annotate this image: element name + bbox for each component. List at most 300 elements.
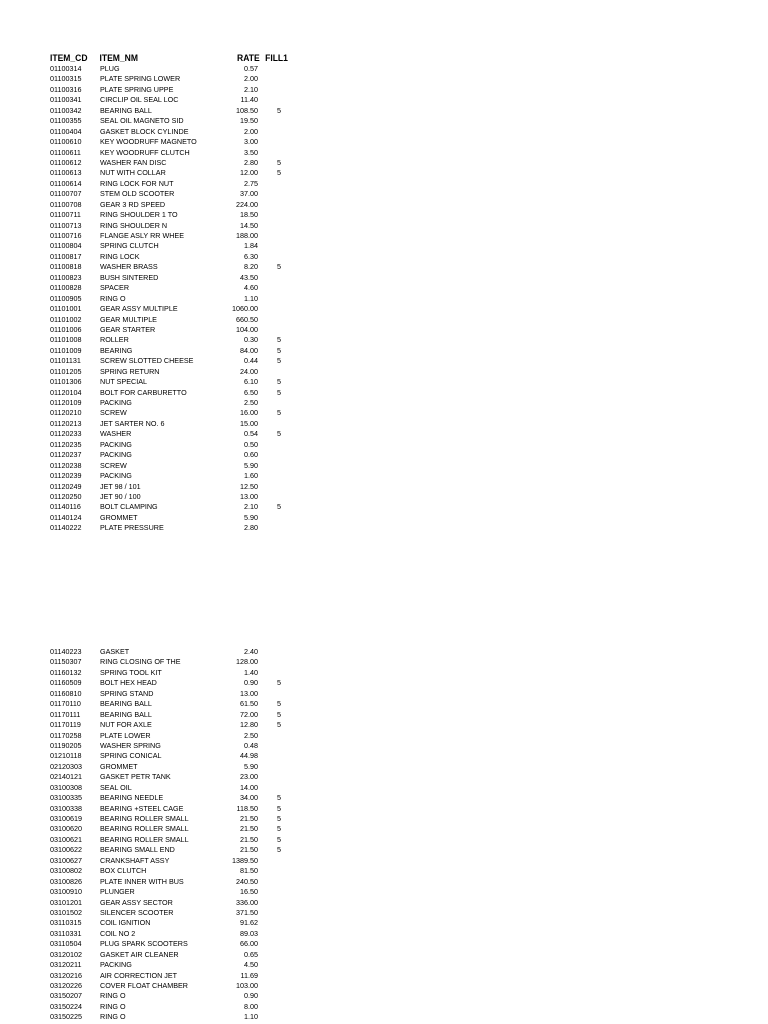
item-code-cell: 01140124 xyxy=(50,512,82,522)
rate-cell: 44.98 xyxy=(240,751,258,761)
item-code-cell: 03110315 xyxy=(50,918,82,928)
item-code-cell: 01100804 xyxy=(50,241,82,251)
fill1-cell xyxy=(258,189,288,199)
item-code-cell: 01101006 xyxy=(50,324,82,334)
item-name-cell: GEAR ASSY MULTIPLE xyxy=(100,304,178,314)
table-row xyxy=(50,657,310,667)
table-row xyxy=(50,377,310,387)
fill1-cell xyxy=(258,772,288,782)
table-header xyxy=(50,50,311,64)
item-name-cell: JET SARTER NO. 6 xyxy=(100,418,165,428)
fill1-cell xyxy=(258,887,288,897)
rate-cell: 21.50 xyxy=(240,834,258,844)
item-code-cell: 01120213 xyxy=(50,418,82,428)
rate-cell: 18.50 xyxy=(240,210,258,220)
table-row xyxy=(50,367,310,377)
fill1-cell xyxy=(258,304,288,314)
fill1-cell: 5 xyxy=(277,335,281,345)
item-name-cell: BEARING xyxy=(100,345,133,355)
rate-cell: 13.00 xyxy=(240,688,258,698)
item-name-cell: RING LOCK FOR NUT xyxy=(100,178,174,188)
table-row xyxy=(50,252,310,262)
table-row xyxy=(50,262,310,272)
item-table-block-2 xyxy=(50,647,310,1023)
rate-cell: 2.00 xyxy=(244,126,258,136)
fill1-cell xyxy=(258,210,288,220)
item-code-cell: 01100905 xyxy=(50,293,82,303)
item-name-cell: KEY WOODRUFF MAGNETO xyxy=(100,137,197,147)
item-name-cell: WASHER SPRING xyxy=(100,740,161,750)
table-row xyxy=(50,440,310,450)
item-code-cell: 01210118 xyxy=(50,751,82,761)
item-code-cell: 01170111 xyxy=(50,709,81,719)
fill1-cell xyxy=(258,856,288,866)
fill1-cell xyxy=(258,929,288,939)
fill1-cell xyxy=(258,148,288,158)
item-code-cell: 01150307 xyxy=(50,657,82,667)
item-name-cell: PLUG xyxy=(100,64,120,73)
item-code-cell: 01100612 xyxy=(50,157,82,167)
item-code-cell: 01120238 xyxy=(50,460,82,470)
item-name-cell: SILENCER SCOOTER xyxy=(100,907,174,917)
item-name-cell: BOLT CLAMPING xyxy=(100,502,158,512)
table-row xyxy=(50,950,310,960)
table-row xyxy=(50,492,310,502)
fill1-cell: 5 xyxy=(277,356,281,366)
item-code-cell: 01100342 xyxy=(50,105,82,115)
rate-cell: 240.50 xyxy=(236,876,258,886)
item-name-cell: BEARING ROLLER SMALL xyxy=(100,824,189,834)
item-code-cell: 01101205 xyxy=(50,366,82,376)
rate-cell: 12.50 xyxy=(240,481,258,491)
table-row xyxy=(50,482,310,492)
item-name-cell: SPRING CONICAL xyxy=(100,751,162,761)
item-code-cell: 03100335 xyxy=(50,793,82,803)
item-name-cell: WASHER FAN DISC xyxy=(100,157,167,167)
item-code-cell: 01100828 xyxy=(50,283,82,293)
rate-cell: 1.60 xyxy=(244,471,258,481)
header-item-cd: ITEM_CD xyxy=(50,53,88,64)
item-code-cell: 03100621 xyxy=(50,834,82,844)
item-code-cell: 01101009 xyxy=(50,345,82,355)
item-code-cell: 01100707 xyxy=(50,189,82,199)
fill1-cell xyxy=(258,137,288,147)
rate-cell: 0.54 xyxy=(244,429,258,439)
item-name-cell: PACKING xyxy=(100,439,132,449)
table-row xyxy=(50,971,310,981)
table-row xyxy=(50,845,310,855)
fill1-cell xyxy=(258,325,288,335)
item-code-cell: 01101002 xyxy=(50,314,82,324)
item-code-cell: 01100711 xyxy=(50,210,81,220)
table-row xyxy=(50,106,310,116)
rate-cell: 61.50 xyxy=(240,699,258,709)
table-row xyxy=(50,179,310,189)
item-code-cell: 01190205 xyxy=(50,740,82,750)
item-name-cell: CRANKSHAFT ASSY xyxy=(100,855,170,865)
item-name-cell: SEAL OIL xyxy=(100,782,132,792)
table-row xyxy=(50,388,310,398)
fill1-cell: 5 xyxy=(277,502,281,512)
table-row xyxy=(50,678,310,688)
rate-cell: 0.44 xyxy=(244,356,258,366)
rate-cell: 0.65 xyxy=(244,949,258,959)
rate-cell: 43.50 xyxy=(240,272,258,282)
item-code-cell: 01100613 xyxy=(50,168,82,178)
rate-cell: 21.50 xyxy=(240,845,258,855)
fill1-cell: 5 xyxy=(277,105,281,115)
table-row xyxy=(50,64,310,74)
header-fill1: FILL1 xyxy=(265,53,288,64)
item-name-cell: PLATE INNER WITH BUS xyxy=(100,876,184,886)
rate-cell: 336.00 xyxy=(236,897,258,907)
fill1-cell: 5 xyxy=(277,408,281,418)
fill1-cell xyxy=(258,877,288,887)
item-name-cell: BOLT HEX HEAD xyxy=(100,678,157,688)
item-code-cell: 01140223 xyxy=(50,647,82,656)
item-name-cell: WASHER xyxy=(100,429,132,439)
table-row xyxy=(50,523,310,533)
table-row xyxy=(50,793,310,803)
fill1-cell xyxy=(258,200,288,210)
item-name-cell: NUT FOR AXLE xyxy=(100,720,152,730)
fill1-cell: 5 xyxy=(277,709,281,719)
item-code-cell: 03100619 xyxy=(50,814,82,823)
fill1-cell: 5 xyxy=(277,168,281,178)
fill1-cell: 5 xyxy=(277,377,281,387)
table-row xyxy=(50,877,310,887)
table-row xyxy=(50,408,310,418)
fill1-cell xyxy=(258,294,288,304)
fill1-cell: 5 xyxy=(277,387,281,397)
table-row xyxy=(50,315,310,325)
rate-cell: 14.50 xyxy=(240,220,258,230)
item-name-cell: GASKET xyxy=(100,647,130,656)
item-name-cell: GEAR 3 RD SPEED xyxy=(100,199,166,209)
rate-cell: 1.84 xyxy=(244,241,258,251)
table-row xyxy=(50,168,310,178)
item-name-cell: PACKING xyxy=(100,398,132,407)
table-row xyxy=(50,356,310,366)
table-row xyxy=(50,502,310,512)
fill1-cell xyxy=(258,741,288,751)
item-name-cell: PLATE LOWER xyxy=(100,730,151,740)
table-row xyxy=(50,981,310,991)
item-name-cell: FLANGE ASLY RR WHEE xyxy=(100,231,185,240)
fill1-cell xyxy=(258,450,288,460)
table-row xyxy=(50,148,310,158)
rate-cell: 104.00 xyxy=(236,324,258,334)
table-row xyxy=(50,720,310,730)
fill1-cell xyxy=(258,981,288,991)
table-row xyxy=(50,689,310,699)
rate-cell: 2.40 xyxy=(244,647,258,656)
item-code-cell: 03110331 xyxy=(50,928,82,938)
item-name-cell: AIR CORRECTION JET xyxy=(100,970,178,980)
item-code-cell: 01100817 xyxy=(50,251,82,261)
item-name-cell: STEM OLD SCOOTER xyxy=(100,189,175,199)
fill1-cell xyxy=(258,939,288,949)
table-row xyxy=(50,731,310,741)
fill1-cell xyxy=(258,231,288,241)
rate-cell: 224.00 xyxy=(236,199,258,209)
item-code-cell: 01100314 xyxy=(50,64,82,73)
table-row xyxy=(50,210,310,220)
fill1-cell: 5 xyxy=(277,803,281,813)
rate-cell: 660.50 xyxy=(236,314,258,324)
item-code-cell: 01120210 xyxy=(50,408,82,418)
item-code-cell: 01100315 xyxy=(50,74,82,84)
item-code-cell: 03150225 xyxy=(50,1012,82,1022)
item-name-cell: CIRCLIP OIL SEAL LOC xyxy=(100,95,179,105)
table-row xyxy=(50,772,310,782)
table-row xyxy=(50,95,310,105)
item-name-cell: GASKET BLOCK CYLINDE xyxy=(100,126,189,136)
item-name-cell: RING O xyxy=(100,991,126,1001)
table-row xyxy=(50,908,310,918)
rate-cell: 4.50 xyxy=(244,960,258,970)
table-row xyxy=(50,450,310,460)
rate-cell: 13.00 xyxy=(240,491,258,501)
item-name-cell: WASHER BRASS xyxy=(100,262,158,272)
fill1-cell xyxy=(258,908,288,918)
rate-cell: 2.50 xyxy=(244,398,258,407)
item-code-cell: 01100404 xyxy=(50,126,82,136)
rate-cell: 19.50 xyxy=(240,116,258,126)
item-code-cell: 03120226 xyxy=(50,981,82,990)
table-row xyxy=(50,887,310,897)
fill1-cell xyxy=(258,647,288,657)
item-name-cell: SPRING RETURN xyxy=(100,366,160,376)
header-rate: RATE xyxy=(237,53,260,64)
item-code-cell: 01160509 xyxy=(50,678,82,688)
fill1-cell xyxy=(258,252,288,262)
rate-cell: 1.10 xyxy=(244,1012,258,1022)
item-name-cell: RING O xyxy=(100,1001,126,1011)
item-code-cell: 01101131 xyxy=(50,356,81,366)
item-name-cell: RING CLOSING OF THE xyxy=(100,657,181,667)
table-row xyxy=(50,762,310,772)
item-code-cell: 01100708 xyxy=(50,199,82,209)
table-row xyxy=(50,429,310,439)
rate-cell: 1389.50 xyxy=(232,855,258,865)
item-name-cell: BOLT FOR CARBURETTO xyxy=(100,387,187,397)
item-name-cell: SCREW xyxy=(100,408,127,418)
item-name-cell: GROMMET xyxy=(100,761,138,771)
fill1-cell xyxy=(258,971,288,981)
item-name-cell: JET 98 / 101 xyxy=(100,481,141,491)
item-table-block-1 xyxy=(50,50,310,534)
table-row xyxy=(50,158,310,168)
item-code-cell: 03100308 xyxy=(50,782,82,792)
table-row xyxy=(50,294,310,304)
rate-cell: 0.90 xyxy=(244,991,258,1001)
item-code-cell: 03120211 xyxy=(50,960,82,970)
table-row xyxy=(50,325,310,335)
table-row xyxy=(50,1002,310,1012)
fill1-cell xyxy=(258,751,288,761)
item-code-cell: 01160132 xyxy=(50,667,82,677)
fill1-cell xyxy=(258,731,288,741)
item-name-cell: BEARING ROLLER SMALL xyxy=(100,834,189,844)
item-name-cell: BEARING BALL xyxy=(100,699,152,709)
item-name-cell: BEARING +STEEL CAGE xyxy=(100,803,184,813)
table-body-1 xyxy=(50,64,310,534)
table-row xyxy=(50,137,310,147)
fill1-cell xyxy=(258,440,288,450)
item-name-cell: SPACER xyxy=(100,283,130,293)
item-code-cell: 03110504 xyxy=(50,939,82,949)
rate-cell: 6.10 xyxy=(244,377,258,387)
item-name-cell: GEAR STARTER xyxy=(100,324,156,334)
fill1-cell xyxy=(258,419,288,429)
fill1-cell: 5 xyxy=(277,814,281,823)
rate-cell: 1060.00 xyxy=(232,304,258,314)
rate-cell: 371.50 xyxy=(236,907,258,917)
item-name-cell: SEAL OIL MAGNETO SID xyxy=(100,116,184,126)
rate-cell: 2.10 xyxy=(244,502,258,512)
rate-cell: 2.80 xyxy=(244,523,258,533)
fill1-cell xyxy=(258,85,288,95)
fill1-cell xyxy=(258,950,288,960)
item-code-cell: 01100355 xyxy=(50,116,82,126)
rate-cell: 1.40 xyxy=(244,667,258,677)
rate-cell: 21.50 xyxy=(240,814,258,823)
item-name-cell: PLUNGER xyxy=(100,887,135,897)
fill1-cell xyxy=(258,657,288,667)
item-name-cell: BUSH SINTERED xyxy=(100,272,159,282)
rate-cell: 3.50 xyxy=(244,147,258,157)
fill1-cell xyxy=(258,95,288,105)
table-row xyxy=(50,419,310,429)
fill1-cell: 5 xyxy=(277,824,281,834)
rate-cell: 2.75 xyxy=(244,178,258,188)
table-row xyxy=(50,647,310,657)
fill1-cell: 5 xyxy=(277,834,281,844)
fill1-cell xyxy=(258,492,288,502)
item-code-cell: 01101008 xyxy=(50,335,82,345)
fill1-cell xyxy=(258,127,288,137)
item-code-cell: 01100341 xyxy=(50,95,82,105)
item-name-cell: ROLLER xyxy=(100,335,129,345)
item-code-cell: 03120216 xyxy=(50,970,82,980)
item-name-cell: SPRING TOOL KIT xyxy=(100,667,162,677)
rate-cell: 81.50 xyxy=(240,866,258,876)
rate-cell: 2.10 xyxy=(244,84,258,94)
table-row xyxy=(50,241,310,251)
item-code-cell: 01101306 xyxy=(50,377,82,387)
fill1-cell: 5 xyxy=(277,678,281,688)
item-name-cell: COVER FLOAT CHAMBER xyxy=(100,981,188,990)
rate-cell: 2.80 xyxy=(244,157,258,167)
rate-cell: 3.00 xyxy=(244,137,258,147)
fill1-cell: 5 xyxy=(277,699,281,709)
fill1-cell: 5 xyxy=(277,720,281,730)
rate-cell: 0.57 xyxy=(244,64,258,73)
rate-cell: 14.00 xyxy=(240,782,258,792)
rate-cell: 6.50 xyxy=(244,387,258,397)
fill1-cell xyxy=(258,461,288,471)
item-name-cell: RING O xyxy=(100,293,126,303)
rate-cell: 5.90 xyxy=(244,761,258,771)
item-code-cell: 01120239 xyxy=(50,471,82,481)
item-code-cell: 01140222 xyxy=(50,523,82,533)
table-row xyxy=(50,273,310,283)
table-row xyxy=(50,1012,310,1022)
item-code-cell: 01100614 xyxy=(50,178,82,188)
fill1-cell xyxy=(258,315,288,325)
item-name-cell: SCREW xyxy=(100,460,127,470)
table-row xyxy=(50,221,310,231)
table-row xyxy=(50,804,310,814)
item-code-cell: 03100627 xyxy=(50,855,82,865)
item-name-cell: COIL IGNITION xyxy=(100,918,151,928)
table-row xyxy=(50,929,310,939)
table-row xyxy=(50,699,310,709)
rate-cell: 89.03 xyxy=(240,928,258,938)
table-row xyxy=(50,835,310,845)
fill1-cell: 5 xyxy=(277,262,281,272)
table-row xyxy=(50,513,310,523)
item-code-cell: 03150224 xyxy=(50,1001,82,1011)
rate-cell: 108.50 xyxy=(236,105,258,115)
rate-cell: 84.00 xyxy=(240,345,258,355)
item-name-cell: PLATE PRESSURE xyxy=(100,523,164,533)
rate-cell: 91.62 xyxy=(240,918,258,928)
rate-cell: 6.30 xyxy=(244,251,258,261)
fill1-cell xyxy=(258,866,288,876)
rate-cell: 12.80 xyxy=(240,720,258,730)
rate-cell: 16.50 xyxy=(240,887,258,897)
item-name-cell: PLATE SPRING UPPE xyxy=(100,84,174,94)
item-name-cell: GASKET PETR TANK xyxy=(100,772,171,782)
table-row xyxy=(50,127,310,137)
table-body-2 xyxy=(50,647,310,1023)
item-code-cell: 03120102 xyxy=(50,949,82,959)
table-row xyxy=(50,74,310,84)
rate-cell: 8.00 xyxy=(244,1001,258,1011)
item-name-cell: GROMMET xyxy=(100,512,138,522)
fill1-cell: 5 xyxy=(277,429,281,439)
table-row xyxy=(50,200,310,210)
table-row xyxy=(50,783,310,793)
item-name-cell: BEARING ROLLER SMALL xyxy=(100,814,189,823)
item-code-cell: 01100610 xyxy=(50,137,82,147)
item-name-cell: BOX CLUTCH xyxy=(100,866,147,876)
fill1-cell xyxy=(258,179,288,189)
item-name-cell: RING SHOULDER N xyxy=(100,220,168,230)
item-code-cell: 03101502 xyxy=(50,907,82,917)
header-item-nm: ITEM_NM xyxy=(99,53,138,64)
rate-cell: 11.40 xyxy=(240,95,258,105)
item-code-cell: 01120235 xyxy=(50,439,82,449)
rate-cell: 5.90 xyxy=(244,512,258,522)
fill1-cell: 5 xyxy=(277,157,281,167)
item-code-cell: 01170110 xyxy=(50,699,81,709)
item-name-cell: PLUG SPARK SCOOTERS xyxy=(100,939,188,949)
table-row xyxy=(50,231,310,241)
fill1-cell xyxy=(258,64,288,74)
item-name-cell: BEARING SMALL END xyxy=(100,845,175,855)
item-name-cell: PLATE SPRING LOWER xyxy=(100,74,181,84)
fill1-cell: 5 xyxy=(277,345,281,355)
rate-cell: 4.60 xyxy=(244,283,258,293)
rate-cell: 72.00 xyxy=(240,709,258,719)
table-row xyxy=(50,939,310,949)
rate-cell: 0.60 xyxy=(244,450,258,460)
fill1-cell xyxy=(258,513,288,523)
item-code-cell: 01100713 xyxy=(50,220,82,230)
